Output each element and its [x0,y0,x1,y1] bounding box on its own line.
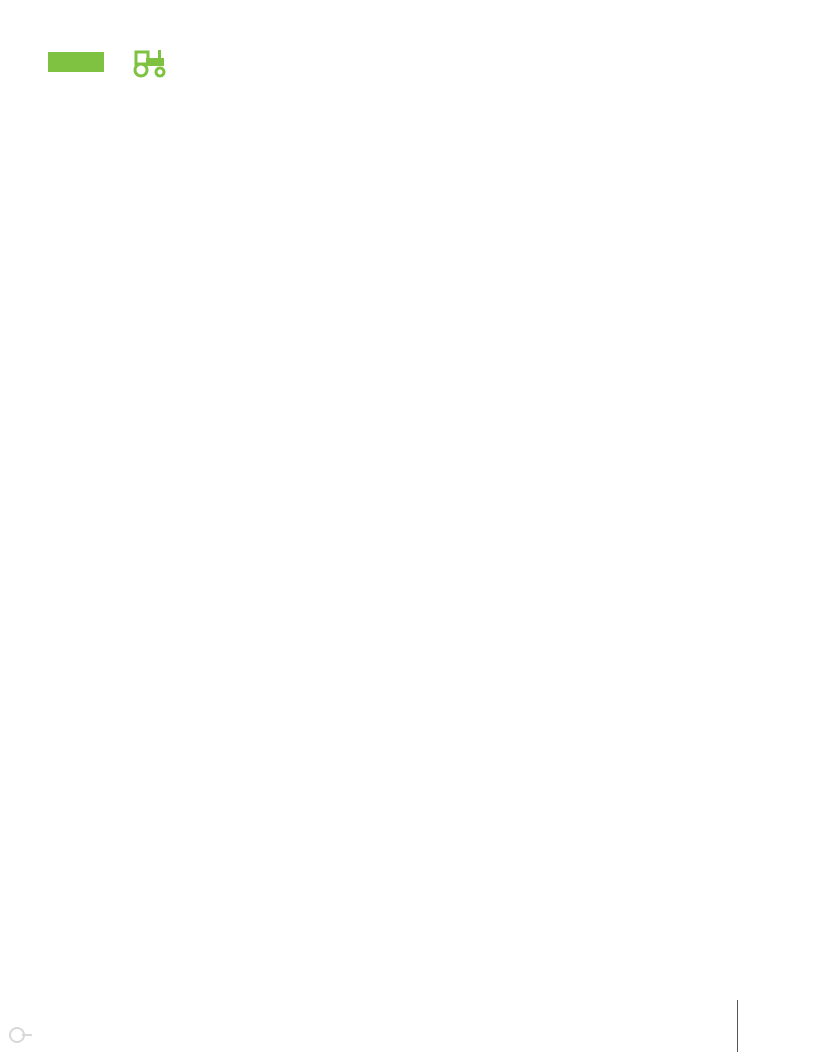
tractor-icon [130,46,170,78]
watermark-logo-icon [8,1026,34,1044]
table-badge [48,52,104,72]
watermark [8,1026,38,1044]
table-title-row [48,46,180,78]
footer-divider [737,1000,738,1052]
